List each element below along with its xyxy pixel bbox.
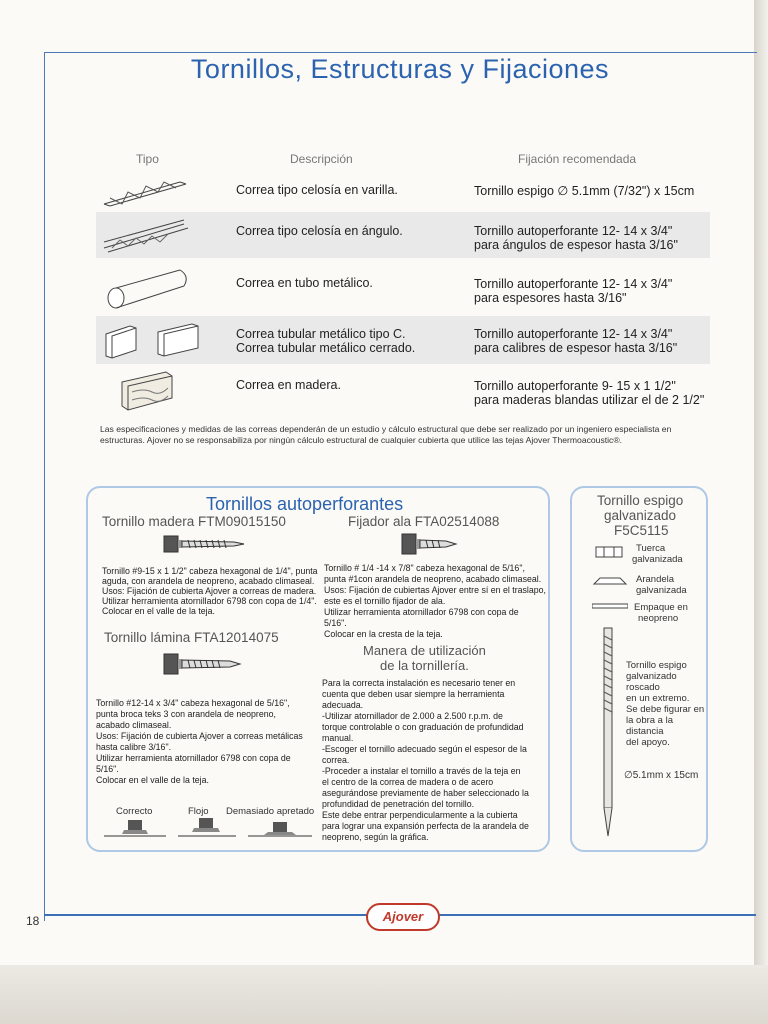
arandela-label-line2: galvanizada bbox=[636, 585, 687, 596]
row-fixing-line1: Tornillo autoperforante 9- 15 x 1 1/2" bbox=[474, 379, 676, 393]
empaque-label-line2: neopreno bbox=[638, 613, 679, 624]
disclaimer-note: Las especificaciones y medidas de las correas dependerán de un estudio y cálculo estructural que debe ser realizado por un ingeniero especialista en estructuras. Ajover no se responsabiliza por ningún cálculo estructural de cualquier cubierta que utilice las tejas Ajover Thermoacoustic®. bbox=[100, 424, 672, 445]
row-fixing-line1: Tornillo autoperforante 12- 14 x 3/4" bbox=[474, 224, 673, 238]
table-row bbox=[96, 366, 710, 416]
manera-line: neopreno, según la gráfica. bbox=[322, 832, 429, 842]
row-fixing-line2: para ángulos de espesor hasta 3/16" bbox=[474, 238, 678, 252]
madera-line: aguda, con arandela de neopreno, acabado climaseal. bbox=[102, 576, 315, 586]
tubular-purlin-icon bbox=[100, 320, 200, 360]
manera-line: asegurándose previamente de haber seleccionado la bbox=[322, 788, 529, 798]
row-fixing: Tornillo espigo ∅ 5.1mm (7/32") x 15cm bbox=[474, 184, 695, 198]
manera-title-line1: Manera de utilización bbox=[363, 643, 486, 658]
ala-line: Tornillo # 1/4 -14 x 7/8" cabeza hexagonal de 5/16", bbox=[324, 563, 525, 573]
row-fixing-line1: Tornillo autoperforante 12- 14 x 3/4" bbox=[474, 327, 673, 341]
tornillo-madera-title: Tornillo madera FTM09015150 bbox=[102, 514, 286, 529]
espigo-desc-line: del apoyo. bbox=[626, 737, 670, 748]
table-row bbox=[96, 212, 710, 258]
row-description: Correa en madera. bbox=[236, 378, 341, 392]
row-fixing-line2: para espesores hasta 3/16" bbox=[474, 291, 627, 305]
lamina-line: Tornillo #12-14 x 3/4" cabeza hexagonal de 5/16", bbox=[96, 698, 290, 708]
espigo-desc-line: galvanizado bbox=[626, 671, 677, 682]
wood-purlin-icon bbox=[100, 368, 192, 412]
column-header-descripcion: Descripción bbox=[290, 152, 353, 166]
manera-line: profundidad de penetración del tornillo. bbox=[322, 799, 475, 809]
page-number: 18 bbox=[26, 914, 40, 928]
espigo-parts-icons bbox=[592, 544, 628, 614]
espigo-desc-line: Tornillo espigo bbox=[626, 660, 687, 671]
row-description-line1: Correa tubular metálico tipo C. bbox=[236, 327, 406, 341]
wing-fastener-icon bbox=[398, 530, 464, 558]
row-fixing-line2: para calibres de espesor hasta 3/16" bbox=[474, 341, 678, 355]
page-title: Tornillos, Estructuras y Fijaciones bbox=[190, 54, 610, 84]
table-row bbox=[96, 262, 710, 310]
espigo-desc-line: roscado bbox=[626, 682, 660, 693]
table-row bbox=[96, 172, 710, 210]
lattice-angle-purlin-icon bbox=[100, 218, 192, 254]
ala-line: punta #1con arandela de neopreno, acabado climaseal. bbox=[324, 574, 542, 584]
manera-line: -Escoger el tornillo adecuado según el espesor de la bbox=[322, 744, 527, 754]
state-correcto-label: Correcto bbox=[116, 806, 153, 817]
madera-line: Tornillo #9-15 x 1 1/2" cabeza hexagonal de 1/4", punta bbox=[102, 566, 318, 576]
wood-screw-icon bbox=[160, 532, 246, 556]
manera-line: Para la correcta instalación es necesario tener en bbox=[322, 678, 516, 688]
metal-tube-purlin-icon bbox=[100, 266, 192, 310]
espigo-rod-icon bbox=[600, 626, 616, 840]
ala-line: Colocar en la cresta de la teja. bbox=[324, 629, 443, 639]
row-description: Correa tipo celosía en ángulo. bbox=[236, 224, 403, 238]
manera-line: -Proceder a instalar el tornillo a través de la teja en bbox=[322, 766, 521, 776]
manera-line: cuenta que deben usar siempre la herramienta bbox=[322, 689, 505, 699]
espigo-desc-line: distancia bbox=[626, 726, 664, 737]
manera-line: correa. bbox=[322, 755, 350, 765]
column-header-tipo: Tipo bbox=[136, 152, 159, 166]
espigo-size: ∅5.1mm x 15cm bbox=[624, 770, 699, 781]
state-flojo-label: Flojo bbox=[188, 806, 209, 817]
page-bottom-edge bbox=[0, 965, 768, 1024]
ala-line: Utilizar herramienta atornillador 6798 con copa de bbox=[324, 607, 519, 617]
ala-line: este es el tornillo fijador de ala. bbox=[324, 596, 446, 606]
row-fixing-line2: para maderas blandas utilizar el de 2 1/2" bbox=[474, 393, 705, 407]
tuerca-label-line1: Tuerca bbox=[636, 543, 666, 554]
espigo-code: F5C5115 bbox=[614, 523, 669, 538]
table-row bbox=[96, 316, 710, 364]
madera-line: Utilizar herramienta atornillador 6798 con copa de 1/4". bbox=[102, 596, 317, 606]
autoperforantes-title: Tornillos autoperforantes bbox=[206, 494, 404, 514]
manera-line: para lograr una expansión perfecta de la arandela de bbox=[322, 821, 529, 831]
manera-line: el centro de la correa de madera o de acero bbox=[322, 777, 494, 787]
espigo-title-line1: Tornillo espigo bbox=[597, 493, 684, 508]
arandela-label-line1: Arandela bbox=[636, 574, 675, 585]
installation-states-graphic bbox=[100, 816, 316, 842]
madera-line: Colocar en el valle de la teja. bbox=[102, 606, 215, 616]
manera-line: adecuada. bbox=[322, 700, 364, 710]
ala-line: Usos: Fijación de cubiertas Ajover entre sí en el traslapo, bbox=[324, 585, 546, 595]
espigo-title-line2: galvanizado bbox=[604, 508, 677, 523]
fijador-ala-title: Fijador ala FTA02514088 bbox=[348, 514, 500, 529]
lattice-rod-purlin-icon bbox=[100, 176, 192, 210]
row-fixing-line1: Tornillo autoperforante 12- 14 x 3/4" bbox=[474, 277, 673, 291]
lamina-line: Colocar en el valle de la teja. bbox=[96, 775, 209, 785]
manera-line: manual. bbox=[322, 733, 354, 743]
lamina-line: punta broca teks 3 con arandela de neopreno, bbox=[96, 709, 276, 719]
row-description: Correa en tubo metálico. bbox=[236, 276, 373, 290]
empaque-label-line1: Empaque en bbox=[634, 602, 688, 613]
espigo-desc-line: la obra a la bbox=[626, 715, 674, 726]
manera-title-line2: de la tornillería. bbox=[380, 658, 469, 673]
ala-line: 5/16". bbox=[324, 618, 347, 628]
manera-line: Este debe entrar perpendicularmente a la cubierta bbox=[322, 810, 518, 820]
row-description: Correa tipo celosía en varilla. bbox=[236, 183, 398, 197]
lamina-line: hasta calibre 3/16". bbox=[96, 742, 172, 752]
tuerca-label-line2: galvanizada bbox=[632, 554, 683, 565]
ajover-logo: Ajover bbox=[366, 903, 440, 931]
state-apretado-label: Demasiado apretado bbox=[226, 806, 315, 817]
tornillo-lamina-title: Tornillo lámina FTA12014075 bbox=[104, 630, 279, 645]
manera-line: torque controlable o con graduación de profundidad bbox=[322, 722, 524, 732]
sheet-screw-icon bbox=[160, 650, 246, 678]
lamina-line: Usos: Fijación de cubierta Ajover a correas metálicas bbox=[96, 731, 303, 741]
espigo-desc-line: Se debe figurar en bbox=[626, 704, 705, 715]
espigo-desc-line: en un extremo. bbox=[626, 693, 690, 704]
lamina-line: acabado climaseal. bbox=[96, 720, 172, 730]
madera-line: Usos: Fijación de cubierta Ajover a correas de madera. bbox=[102, 586, 317, 596]
column-header-fijacion: Fijación recomendada bbox=[518, 152, 637, 166]
row-description-line2: Correa tubular metálico cerrado. bbox=[236, 341, 416, 355]
lamina-line: 5/16". bbox=[96, 764, 119, 774]
manera-line: -Utilizar atornillador de 2.000 a 2.500 r.p.m. de bbox=[322, 711, 503, 721]
lamina-line: Utilizar herramienta atornillador 6798 con copa de bbox=[96, 753, 291, 763]
